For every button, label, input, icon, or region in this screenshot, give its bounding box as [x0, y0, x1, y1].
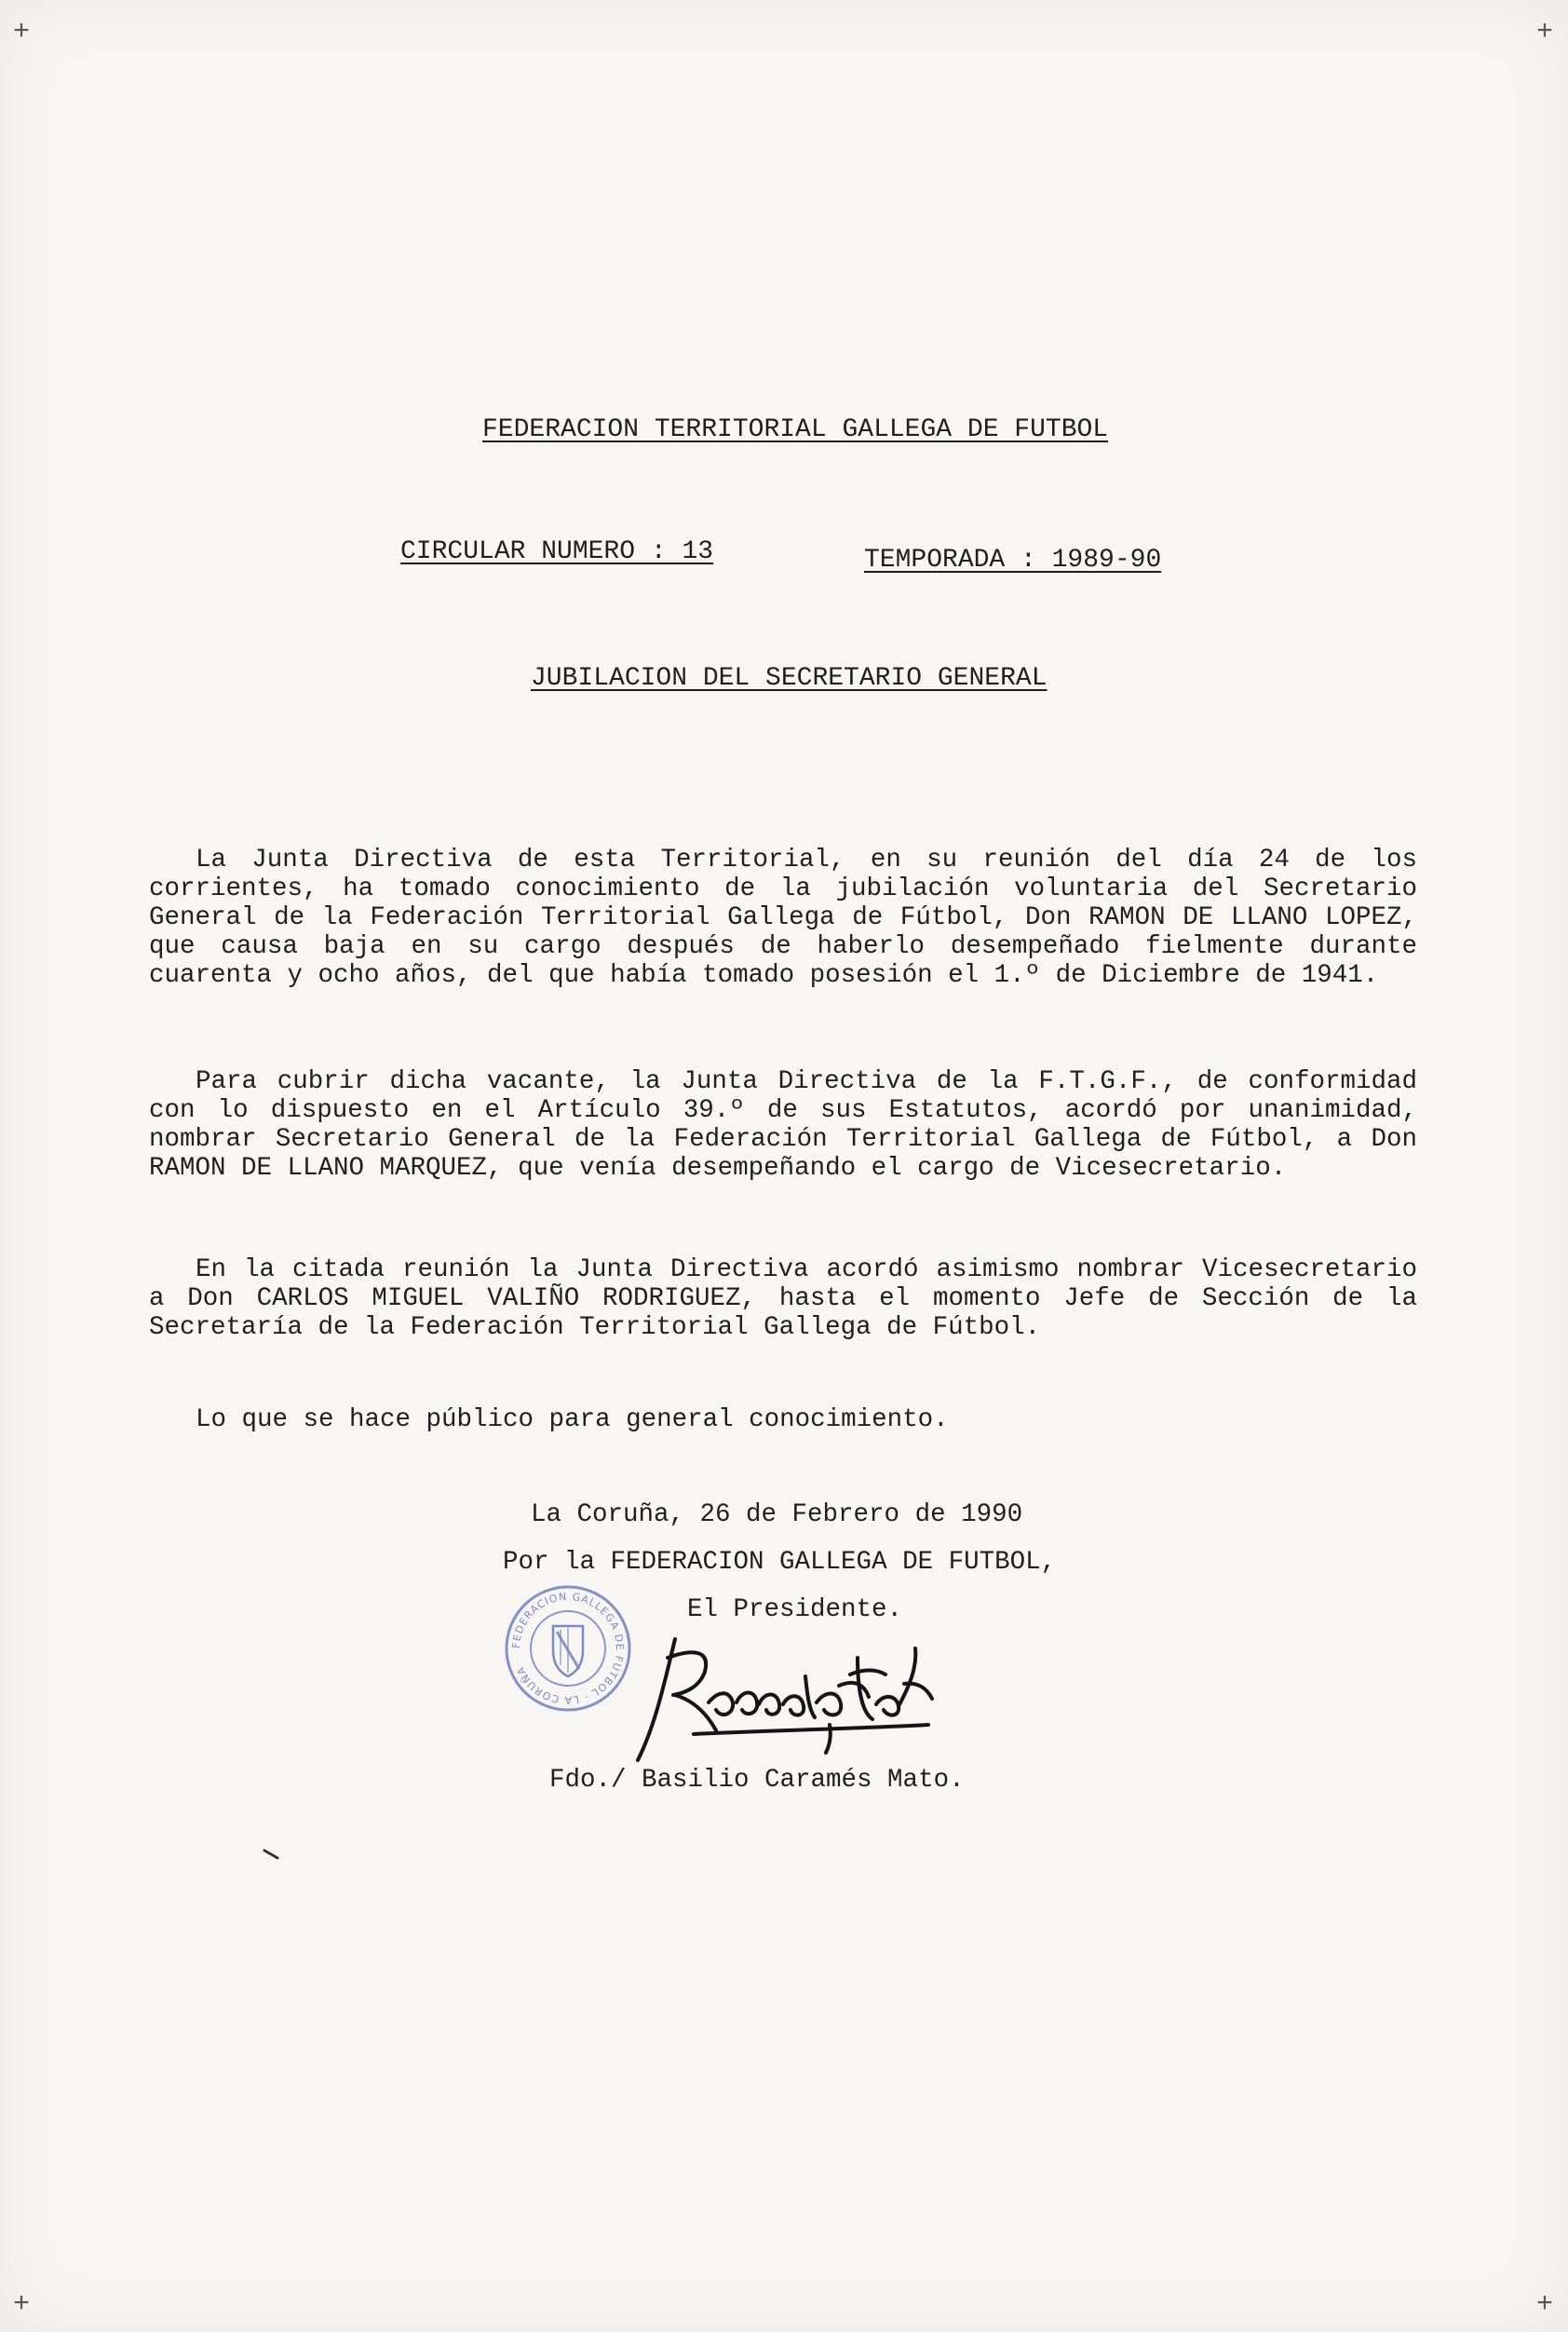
president-signature [619, 1620, 1020, 1779]
corner-mark-bottom-right: + [1536, 2289, 1554, 2321]
corner-mark-top-left: + [13, 17, 31, 48]
place-date: La Coruña, 26 de Febrero de 1990 [531, 1500, 1023, 1529]
corner-mark-bottom-left: + [13, 2289, 31, 2321]
subject-heading: JUBILACION DEL SECRETARIO GENERAL [531, 664, 1048, 693]
circular-number: CIRCULAR NUMERO : 13 [400, 537, 714, 566]
svg-text:FEDERACION GALLEGA DE FUTBOL ·: FEDERACION GALLEGA DE FUTBOL · LA CORUÑA [509, 1590, 627, 1707]
stray-ink-mark [263, 1849, 281, 1862]
organization-heading: FEDERACION TERRITORIAL GALLEGA DE FUTBOL [482, 415, 1109, 444]
paragraph-3: En la citada reunión la Junta Directiva acordó asimismo nombrar Vicesecretario a Don CARLOS MIGUEL VALIÑO RODRIGUEZ, hasta el momento Jefe de Sección de la Secretaría de la Federación Territorial Gallega de Fútbol. [149, 1255, 1417, 1342]
on-behalf-line: Por la FEDERACION GALLEGA DE FUTBOL, [503, 1548, 1057, 1577]
federation-seal [503, 1583, 633, 1714]
signed-by: Fdo./ Basilio Caramés Mato. [549, 1766, 965, 1795]
corner-mark-top-right: + [1536, 17, 1554, 48]
season: TEMPORADA : 1989-90 [864, 546, 1162, 575]
paragraph-4: Lo que se hace público para general conocimiento. [196, 1405, 949, 1434]
president-role: El Presidente. [687, 1595, 903, 1624]
paragraph-2: Para cubrir dicha vacante, la Junta Directiva de la F.T.G.F., de conformidad con lo dispuesto en el Artículo 39.º de sus Estatutos, acordó por unanimidad, nombrar Secretario General de la Federación Territorial Gallega de Fútbol, a Don RAMON DE LLANO MARQUEZ, que venía desempeñando el cargo de Vicesecretario. [149, 1067, 1417, 1183]
paragraph-1: La Junta Directiva de esta Territorial, en su reunión del día 24 de los corrientes, ha tomado conocimiento de la jubilación voluntaria del Secretario General de la Federación Territorial Gallega de Fútbol, Don RAMON DE LLANO LOPEZ, que causa baja en su cargo después de haberlo desempeñado fielmente durante cuarenta y ocho años, del que había tomado posesión el 1.º de Diciembre de 1941. [149, 846, 1417, 990]
